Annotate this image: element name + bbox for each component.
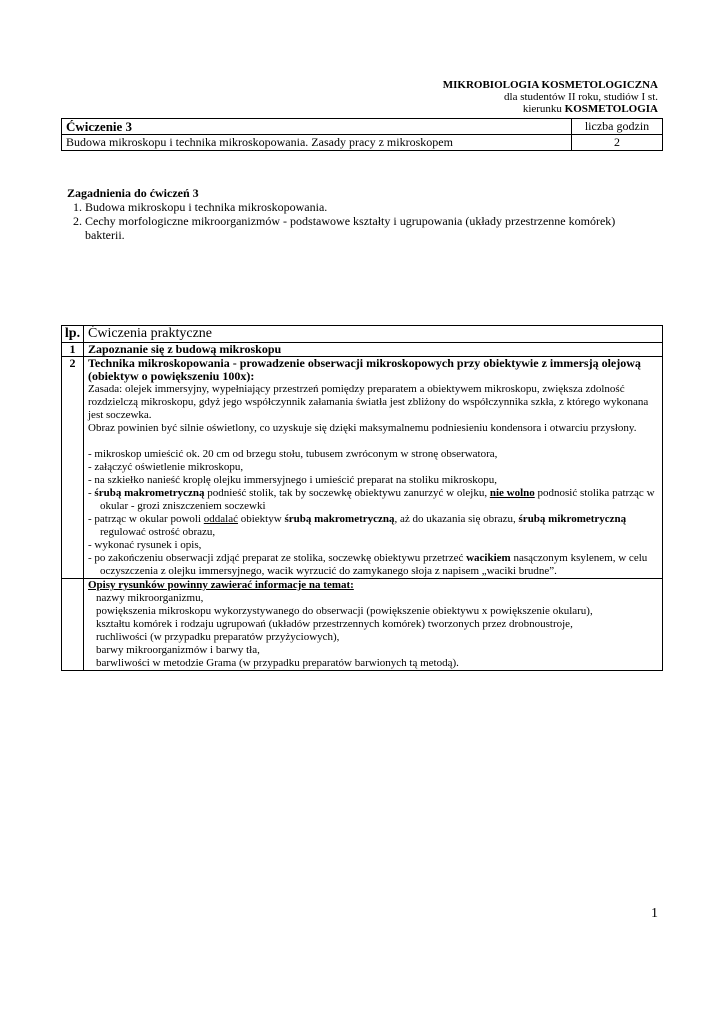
- row-number: 1: [62, 343, 84, 357]
- list-item: - załączyć oświetlenie mikroskopu,: [88, 461, 244, 473]
- exercise-title: Ćwiczenie 3: [62, 119, 572, 135]
- list-item: 1. Budowa mikroskopu i technika mikroskopowania.: [85, 200, 647, 214]
- description-list: [88, 592, 658, 670]
- description-cell: [84, 579, 663, 671]
- list-item: - po zakończeniu obserwacji zdjąć preparat ze stolika, soczewkę obiektywu przetrzeć wacikiem nasączonym ksylenem, w celu oczyszczenia z olejku immersyjnego, wacik wyrzucić do zamykanego słoja z napisem „waciki brudne”.: [88, 552, 648, 577]
- table-row: [62, 357, 663, 579]
- row-title: Technika mikroskopowania - prowadzenie obserwacji mikroskopowych przy obiektywie z immersją olejową (obiektyw o powiększeniu 100x):: [88, 356, 641, 383]
- step-warning: nie wolno: [489, 487, 535, 499]
- table-row: [62, 119, 663, 135]
- hours-label: liczba godzin: [572, 119, 663, 135]
- course-direction: [443, 103, 658, 115]
- table-row: [62, 343, 663, 357]
- step-text: obiektyw: [237, 513, 285, 525]
- course-title: MIKROBIOLOGIA KOSMETOLOGICZNA: [442, 79, 658, 91]
- step-text: nasączonym ksylenem, w celu oczyszczenia z olejku immersyjnego, wacik wyrzucić do zamykanego słoja z napisem „waciki brudne”.: [100, 552, 648, 577]
- practical-table: [61, 325, 663, 671]
- page-number: 1: [651, 906, 658, 921]
- table-row: [62, 579, 663, 671]
- step-text: po zakończeniu obserwacji zdjąć preparat ze stolika, soczewkę obiektywu przetrzeć: [94, 552, 467, 564]
- list-item: barwy mikroorganizmów i barwy tła,: [96, 644, 260, 656]
- list-item: 2. Cechy morfologiczne mikroorganizmów - podstawowe kształty i ugrupowania (układy przestrzenne komórek) bakterii.: [85, 214, 647, 242]
- step-text: podnosić stolika patrząc w okular - grozi zniszczeniem soczewki: [100, 487, 655, 512]
- step-text: , aż do ukazania się obrazu,: [394, 513, 519, 525]
- list-item: nazwy mikroorganizmu,: [96, 592, 204, 604]
- list-item: - wykonać rysunek i opis,: [88, 539, 202, 551]
- step-text: regulować ostrość obrazu,: [100, 526, 216, 538]
- row-number: 2: [62, 357, 84, 579]
- list-item: ruchliwości (w przypadku preparatów przyżyciowych),: [96, 631, 340, 643]
- step-text: wykonać rysunek i opis,: [94, 539, 202, 551]
- rule-paragraph: Obraz powinien być silnie oświetlony, co uzyskuje się dzięki maksymalnemu podniesieniu kondensora i otwarciu przysłony.: [88, 422, 637, 434]
- list-item: powiększenia mikroskopu wykorzystywanego do obserwacji (powiększenie obiektywu x powiększenie okularu),: [96, 605, 593, 617]
- step-text: mikroskop umieścić ok. 20 cm od brzegu stołu, tubusem zwróconym w stronę obserwatora,: [94, 448, 498, 460]
- row-content: [84, 357, 663, 579]
- direction-name: KOSMETOLOGIA: [564, 103, 658, 115]
- exercise-subject: Budowa mikroskopu i technika mikroskopowania. Zasady pracy z mikroskopem: [62, 135, 572, 151]
- step-bold: wacikiem: [466, 552, 511, 564]
- course-audience: dla studentów II roku, studiów I st.: [504, 91, 658, 103]
- step-underline: oddalać: [203, 513, 238, 525]
- col-header-title: Ćwiczenia praktyczne: [84, 326, 663, 343]
- col-header-no: lp.: [62, 326, 84, 343]
- step-text: patrząc w okular powoli: [94, 513, 204, 525]
- direction-prefix: kierunku: [522, 103, 562, 115]
- table-row: [62, 135, 663, 151]
- step-text: podnieść stolik, tak by soczewkę obiektywu zanurzyć w olejku,: [204, 487, 490, 499]
- issues-list: [67, 200, 647, 242]
- step-text: załączyć oświetlenie mikroskopu,: [94, 461, 244, 473]
- list-item: - śrubą makrometryczną podnieść stolik, tak by soczewkę obiektywu zanurzyć w olejku, nie wolno podnosić stolika patrząc w okular - grozi zniszczeniem soczewki: [88, 487, 655, 512]
- step-bold: śrubą mikrometryczną: [518, 513, 627, 525]
- issues-section: [67, 186, 647, 242]
- table-row: [62, 326, 663, 343]
- issues-heading: Zagadnienia do ćwiczeń 3: [67, 186, 199, 200]
- step-text: na szkiełko nanieść kroplę olejku immersyjnego i umieścić preparat na stoliku mikroskopu,: [94, 474, 498, 486]
- rule-paragraph: Zasada: olejek immersyjny, wypełniający przestrzeń pomiędzy preparatem a obiektywem mikroskopu, zwiększa zdolność rozdzielczą mikroskopu, gdyż jego współczynnik załamania światła jest zbliżony do współczynnika szkła, z którego wykonana jest soczewka.: [88, 383, 649, 421]
- list-item: - na szkiełko nanieść kroplę olejku immersyjnego i umieścić preparat na stoliku mikroskopu,: [88, 474, 498, 486]
- course-header: [443, 79, 658, 115]
- exercise-table: [61, 118, 663, 151]
- row-title: Zapoznanie się z budową mikroskopu: [84, 343, 663, 357]
- step-bold: śrubą makrometryczną: [94, 487, 205, 499]
- step-bold: śrubą makrometryczną: [284, 513, 395, 525]
- list-item: - mikroskop umieścić ok. 20 cm od brzegu stołu, tubusem zwróconym w stronę obserwatora,: [88, 448, 498, 460]
- list-item: kształtu komórek i rodzaju ugrupowań (układów przestrzennych komórek) tworzonych przez drobnoustroje,: [96, 618, 573, 630]
- hours-value: 2: [572, 135, 663, 151]
- description-heading: Opisy rysunków powinny zawierać informacje na temat:: [88, 579, 354, 591]
- steps-list: [88, 448, 658, 578]
- list-item: - patrząc w okular powoli oddalać obiektyw śrubą makrometryczną, aż do ukazania się obrazu, śrubą mikrometryczną regulować ostrość obrazu,: [88, 513, 627, 538]
- list-item: barwliwości w metodzie Grama (w przypadku preparatów barwionych tą metodą).: [96, 657, 459, 669]
